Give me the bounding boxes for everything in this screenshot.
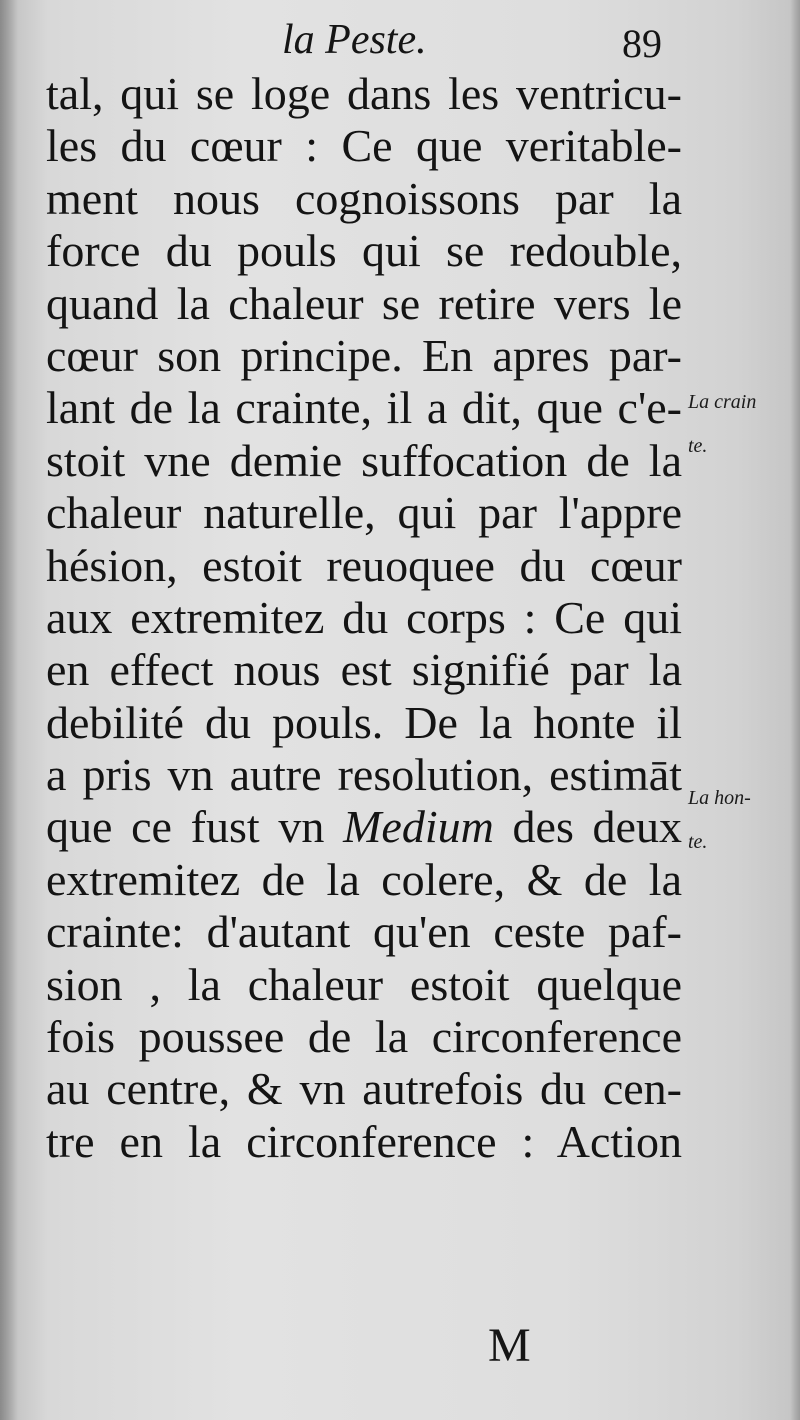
marginal-note-line: La crain	[688, 391, 757, 413]
text-line: tal, qui se loge dans les ventricu-	[46, 68, 682, 119]
text-line: force du pouls qui se redouble,	[46, 225, 682, 277]
page-header	[0, 14, 800, 74]
text-line: au centre, & vn autrefois du cen-	[46, 1063, 682, 1115]
marginal-note-line: te.	[688, 435, 708, 457]
text-line: tre en la circonference : Action	[46, 1115, 682, 1167]
marginal-note	[688, 776, 751, 864]
running-head: la Peste.	[282, 17, 427, 63]
text-line: stoit vne demie suffocation de la	[46, 434, 682, 486]
line-segment: des deux	[493, 801, 682, 853]
text-line: sion , la chaleur estoit quelque	[46, 958, 682, 1010]
line-segment: que ce fust vn	[46, 801, 344, 853]
text-line: chaleur naturelle, qui par l'appre	[46, 487, 682, 539]
italic-term: Medium	[343, 801, 494, 853]
text-line: ment nous cognoissons par la	[46, 172, 682, 224]
body-text	[46, 68, 682, 1168]
marginal-note	[688, 380, 756, 468]
text-line: lant de la crainte, il a dit, que c'e-	[46, 382, 682, 434]
page-number: 89	[622, 21, 662, 66]
marginal-note-line: te.	[688, 831, 708, 853]
text-line: cœur son principe. En apres par-	[46, 329, 682, 381]
text-line-with-italic	[46, 801, 682, 853]
text-line: crainte: d'autant qu'en ceste paf-	[46, 906, 682, 958]
text-line: hésion, estoit reuoquee du cœur	[46, 539, 682, 591]
text-line: quand la chaleur se retire vers le	[46, 277, 682, 329]
text-line: fois poussee de la circonference	[46, 1011, 682, 1063]
signature-mark: M	[488, 1319, 531, 1372]
text-line: a pris vn autre resolution, estimāt	[46, 749, 682, 801]
marginal-note-line: La hon-	[688, 787, 751, 809]
text-line: extremitez de la colere, & de la	[46, 853, 682, 905]
text-line: aux extremitez du corps : Ce qui	[46, 591, 682, 643]
text-line: en effect nous est signifié par la	[46, 644, 682, 696]
text-line: debilité du pouls. De la honte il	[46, 696, 682, 748]
text-line: les du cœur : Ce que veritable-	[46, 120, 682, 172]
